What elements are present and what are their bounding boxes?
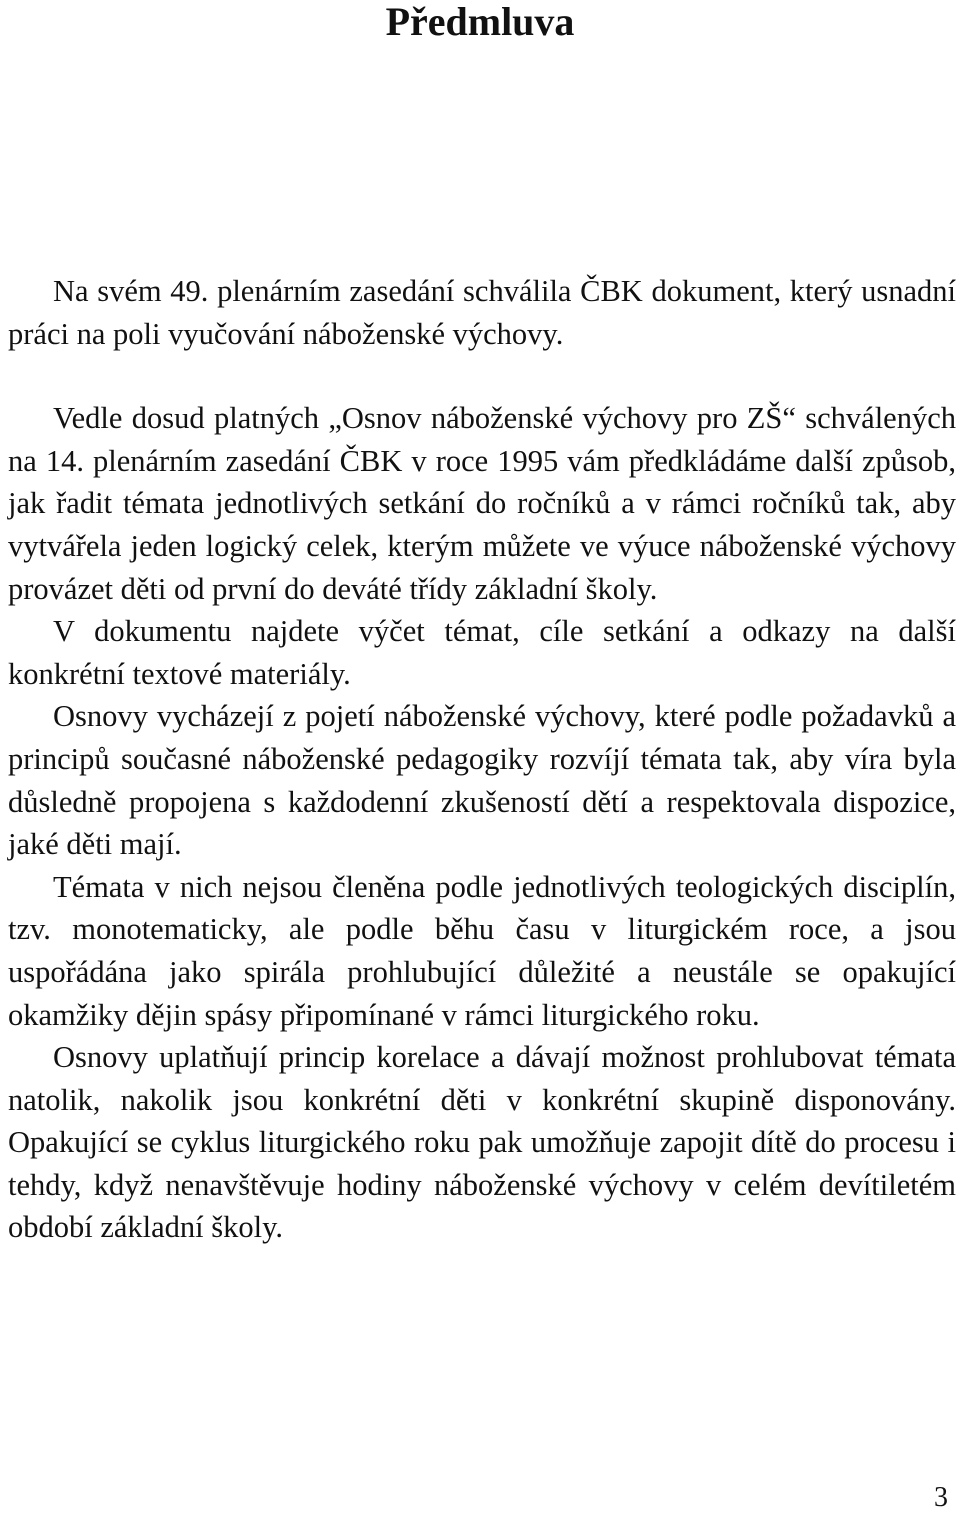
document-body — [8, 270, 956, 1249]
paragraph-osnovy-1995: Vedle dosud platných „Osnov náboženské výchovy pro ZŠ“ schválených na 14. plenárním zasedání ČBK v roce 1995 vám předkládáme další způsob, jak řadit témata jednotlivých setkání do ročníků a v rámci ročníků tak, aby vytvářela jeden logický celek, kterým můžete ve výuce náboženské výchovy provázet děti od první do deváté třídy základní školy. — [8, 401, 956, 606]
paragraph-temata: Témata v nich nejsou členěna podle jednotlivých teologických disciplín, tzv. monotematicky, ale podle běhu času v liturgickém roce, a jsou uspořádána jako spirála prohlubující důležité a neustále se opakující okamžiky dějin spásy připomínané v rámci liturgického roku. — [8, 869, 956, 1032]
page-number: 3 — [934, 1482, 948, 1513]
page-title: Předmluva — [385, 0, 575, 44]
paragraph-pojeti: Osnovy vycházejí z pojetí náboženské výchovy, které podle požadavků a principů současné náboženské pedagogiky rozvíjí témata tak, aby víra byla důsledně propojena s každodenní zkušeností dětí a respektovala dispozice, jaké děti mají. — [8, 699, 956, 862]
paragraph-intro: Na svém 49. plenárním zasedání schválila ČBK dokument, který usnadní práci na poli vyučování náboženské výchovy. — [8, 274, 956, 351]
paragraph-dokument: V dokumentu najdete výčet témat, cíle setkání a odkazy na další konkrétní textové materiály. — [8, 614, 956, 691]
paragraph-korelace: Osnovy uplatňují princip korelace a dávají možnost prohlubovat témata natolik, nakolik jsou konkrétní děti v konkrétní skupině disponovány. Opakující se cyklus liturgického roku pak umožňuje zapojit dítě do procesu i tehdy, když nenavštěvuje hodiny náboženské výchovy v celém devítiletém období základní školy. — [8, 1040, 956, 1245]
